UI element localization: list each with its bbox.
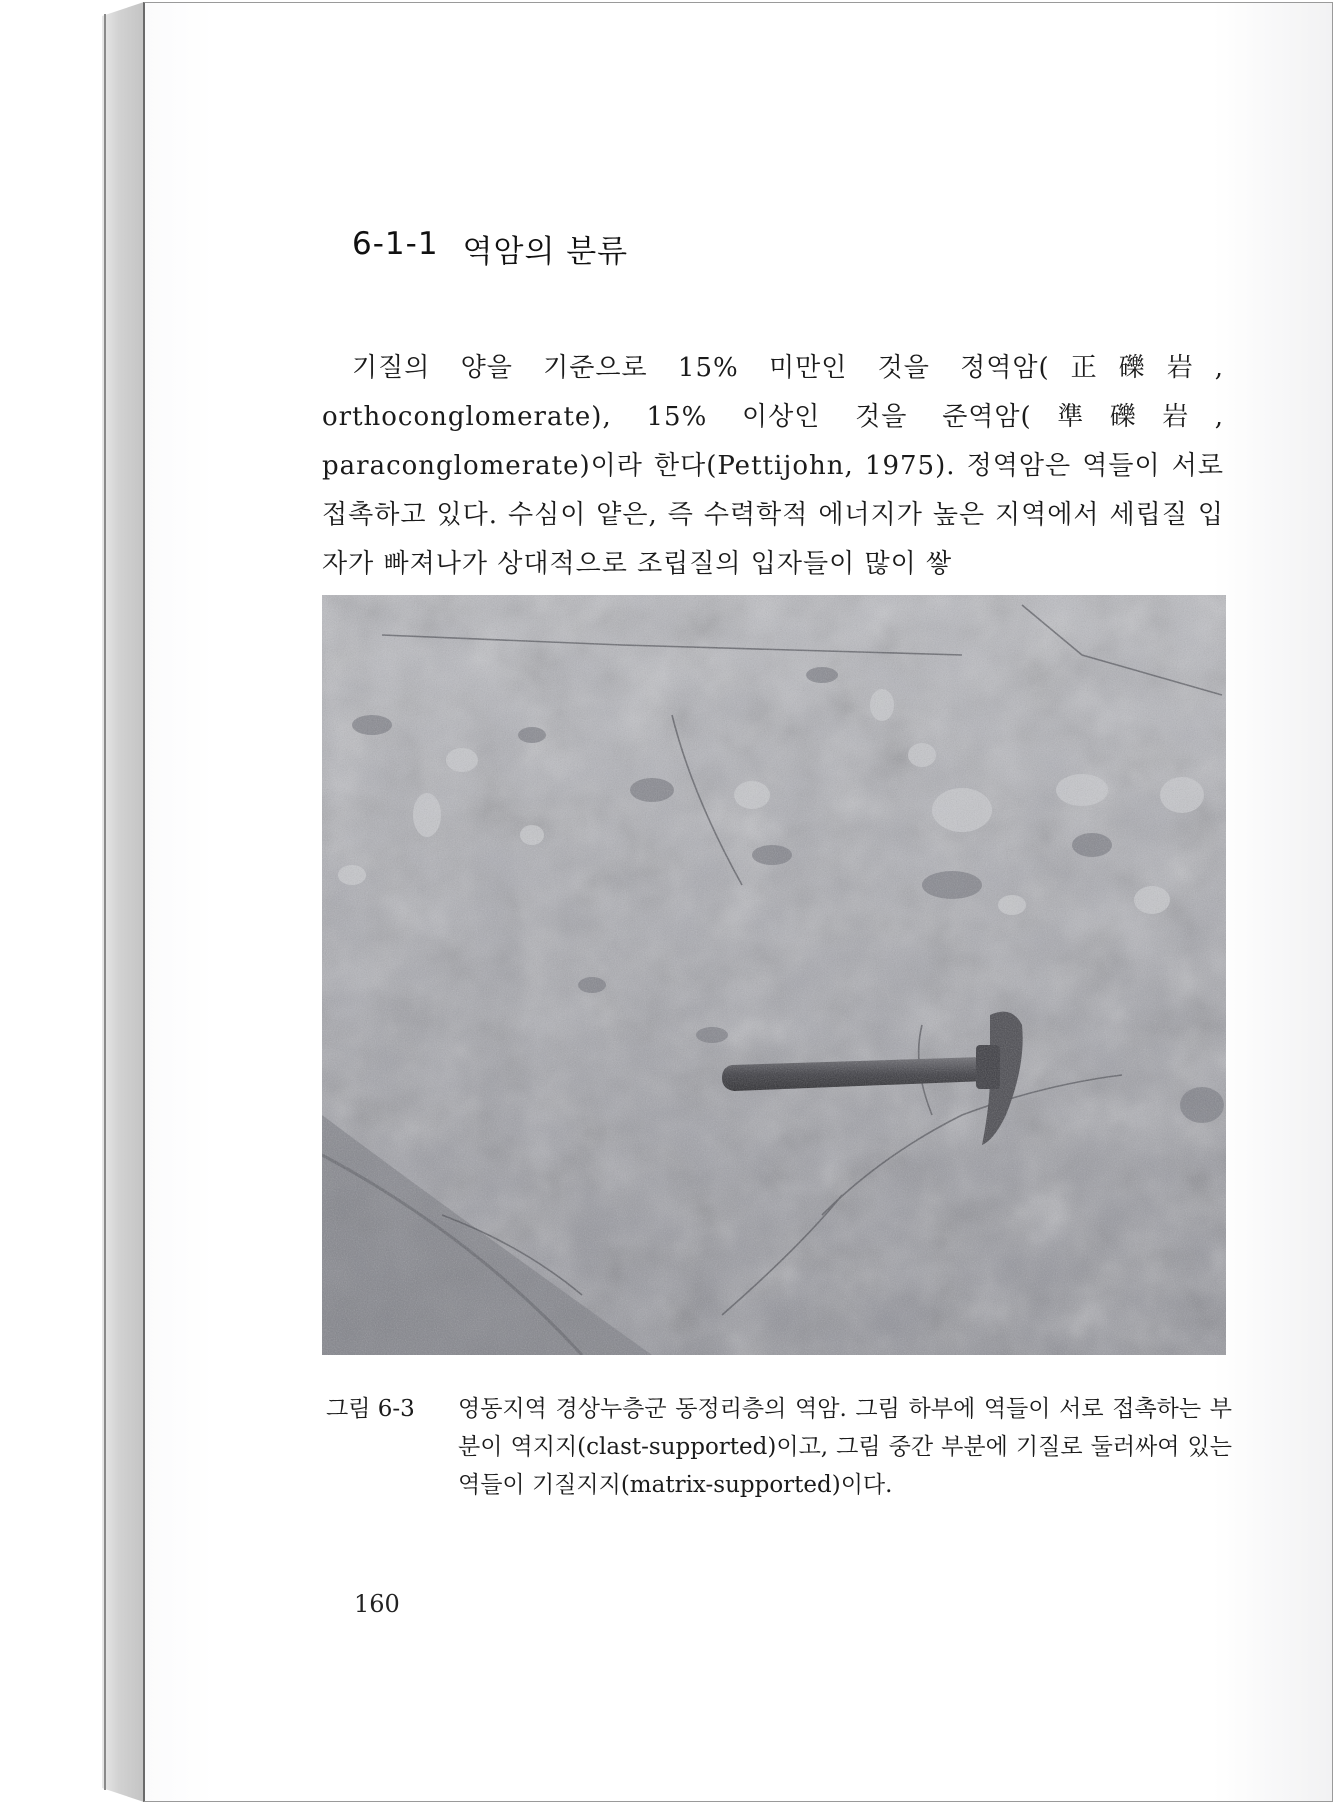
conglomerate-outcrop-photo <box>322 595 1226 1355</box>
book-spine <box>102 2 144 1802</box>
book-spine-edge <box>104 14 106 1790</box>
section-heading <box>352 226 628 271</box>
section-title: 역암의 분류 <box>462 234 629 270</box>
section-number: 6-1-1 <box>352 226 439 262</box>
page-number: 160 <box>354 1590 400 1618</box>
figure-caption-text: 영동지역 경상누층군 동정리층의 역암. 그림 하부에 역들이 서로 접촉하는 부분이 역지지(clast-supported)이고, 그림 중간 부분에 기질로 둘러싸여 있는 역들이 기질지지(matrix-supported)이다. <box>458 1396 1232 1498</box>
figure-label: 그림 6-3 <box>326 1396 415 1422</box>
body-paragraph: 기질의 양을 기준으로 15% 미만인 것을 정역암(正礫岩, orthoconglomerate), 15% 이상인 것을 준역암(準礫岩, paraconglomerate)이라 한다(Pettijohn, 1975). 정역암은 역들이 서로 접촉하고 있다. 수심이 얕은, 즉 수력학적 에너지가 높은 지역에서 세립질 입자가 빠져나가 상대적으로 조립질의 입자들이 많이 쌓 <box>322 353 1224 579</box>
figure-caption <box>326 1390 1232 1504</box>
